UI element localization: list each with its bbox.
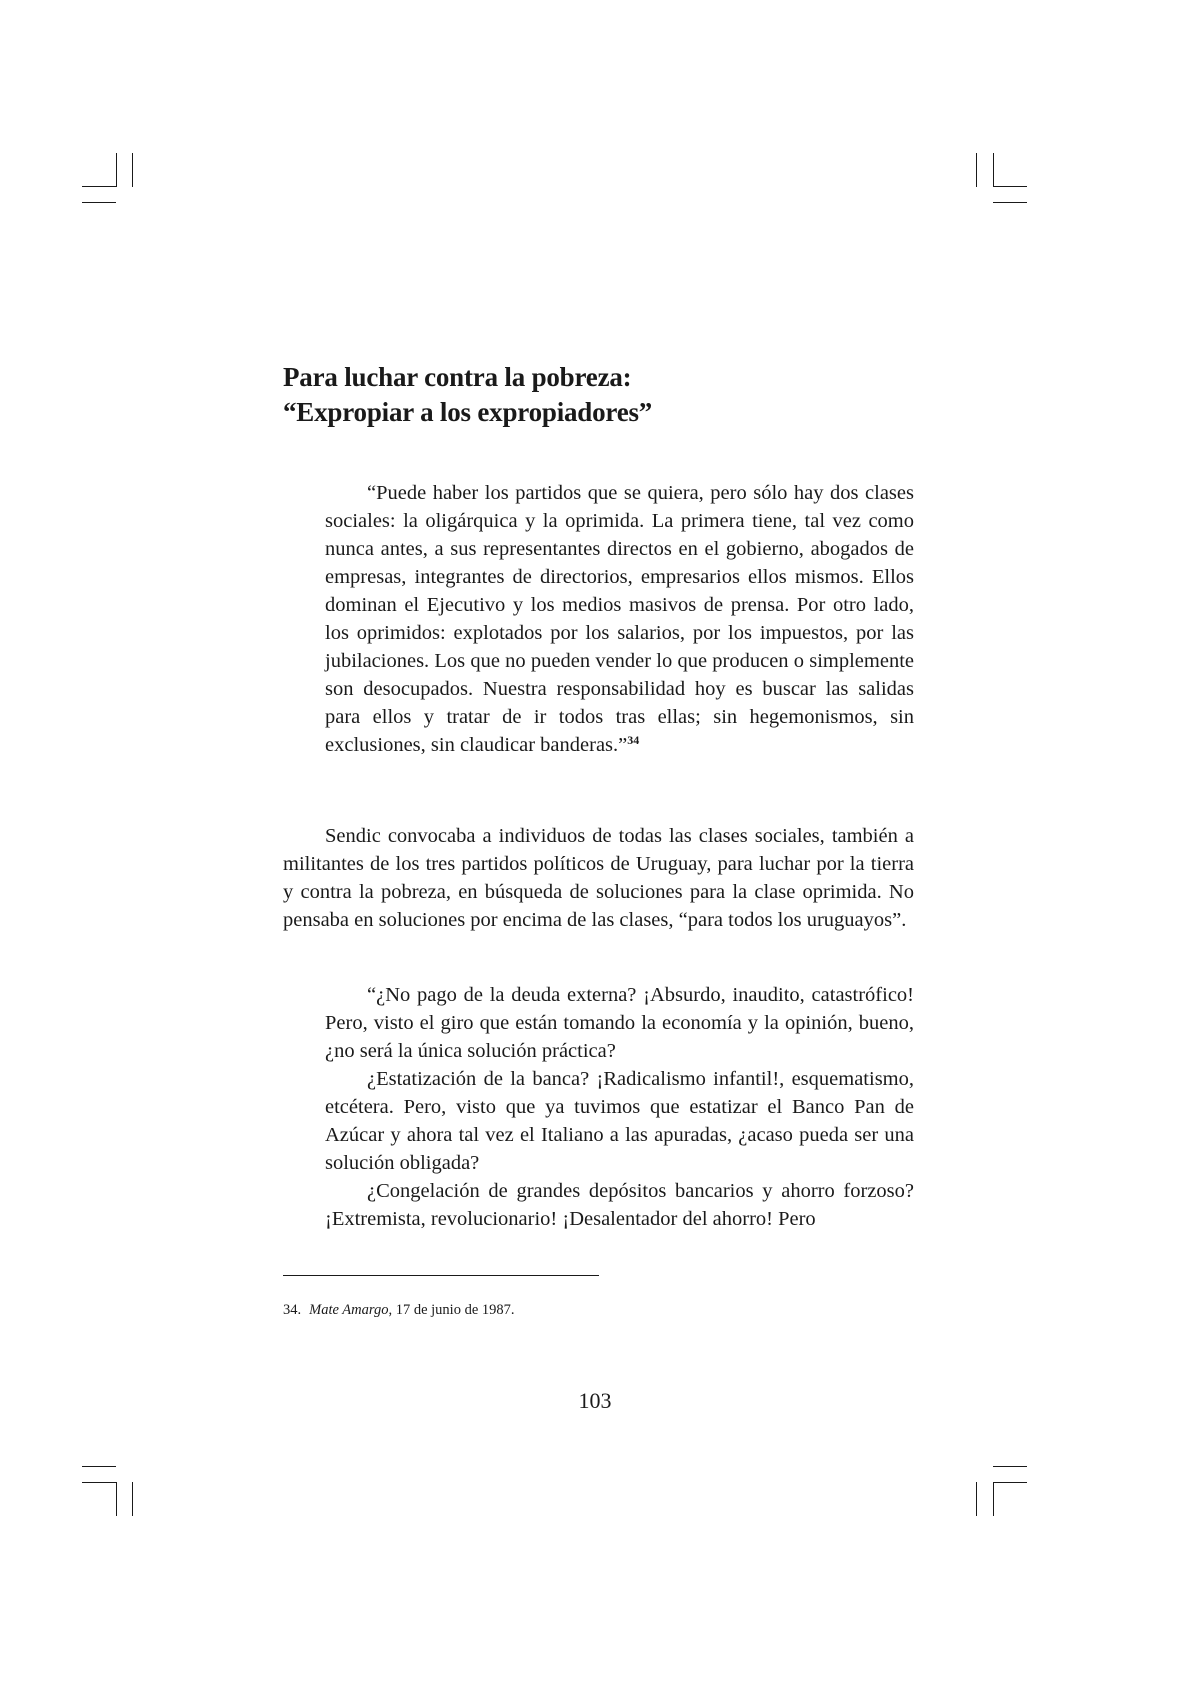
- crop-mark: [82, 1466, 116, 1467]
- section-title-line-2: “Expropiar a los expropiadores”: [283, 397, 653, 427]
- page-number: 103: [578, 1388, 612, 1413]
- crop-mark: [993, 153, 994, 187]
- quote-paragraph: ¿Congelación de grandes depósitos bancarios y ahorro forzoso? ¡Extremista, revolucionario! ¡Desalentador del ahorro! Pero: [325, 1180, 914, 1230]
- footnote-number: 34.: [283, 1302, 302, 1318]
- block-quote: [325, 479, 914, 759]
- block-quote: [325, 981, 914, 1233]
- footnote-reference: 34: [627, 733, 640, 747]
- crop-mark: [993, 202, 1027, 203]
- section-title-line-1: Para luchar contra la pobreza:: [283, 362, 632, 392]
- crop-mark: [82, 202, 116, 203]
- footnote-source: Mate Amargo: [309, 1302, 389, 1318]
- crop-mark: [116, 1482, 117, 1516]
- crop-mark: [993, 1482, 1027, 1483]
- quote-paragraph: “¿No pago de la deuda externa? ¡Absurdo, inaudito, catastrófico! Pero, visto el giro que están tomando la economía y la opinión, bueno, ¿no será la única solución práctica?: [325, 984, 914, 1062]
- section-title: [283, 360, 983, 430]
- body-paragraph: [283, 822, 914, 934]
- footnote: [283, 1300, 914, 1320]
- quote-text: “Puede haber los partidos que se quiera, pero sólo hay dos clases sociales: la oligárquica y la oprimida. La primera tiene, tal vez como nunca antes, a sus representantes directos en el gobierno, abogados de empresas, integrantes de directorios, empresarios ellos mismos. Ellos dominan el Ejecutivo y los medios masivos de prensa. Por otro lado, los oprimidos: explotados por los salarios, por los impuestos, por las jubilaciones. Los que no pueden vender lo que producen o simplemente son desocupados. Nuestra responsabilidad hoy es buscar las salidas para ellos y tratar de ir todos tras ellas; sin hegemonismos, sin exclusiones, sin claudicar banderas.”: [325, 482, 914, 756]
- crop-mark: [993, 1466, 1027, 1467]
- crop-mark: [82, 1482, 116, 1483]
- footnote-divider: [283, 1275, 599, 1276]
- footnote-text: , 17 de junio de 1987.: [388, 1302, 515, 1318]
- quote-paragraph: [325, 479, 914, 759]
- crop-mark: [993, 186, 1027, 187]
- crop-mark: [132, 153, 133, 187]
- crop-mark: [976, 153, 977, 187]
- crop-mark: [116, 153, 117, 187]
- crop-mark: [993, 1482, 994, 1516]
- paragraph-text: Sendic convocaba a individuos de todas las clases sociales, también a militantes de los tres partidos políticos de Uruguay, para luchar por la tierra y contra la pobreza, en búsqueda de soluciones para la clase oprimida. No pensaba en soluciones por encima de las clases, “para todos los uruguayos”.: [283, 825, 914, 931]
- crop-mark: [132, 1482, 133, 1516]
- crop-mark: [82, 186, 116, 187]
- quote-paragraph: ¿Estatización de la banca? ¡Radicalismo infantil!, esquematismo, etcétera. Pero, visto que ya tuvimos que estatizar el Banco Pan de Azúcar y ahora tal vez el Italiano a las apuradas, ¿acaso pueda ser una solución obligada?: [325, 1068, 914, 1174]
- crop-mark: [976, 1482, 977, 1516]
